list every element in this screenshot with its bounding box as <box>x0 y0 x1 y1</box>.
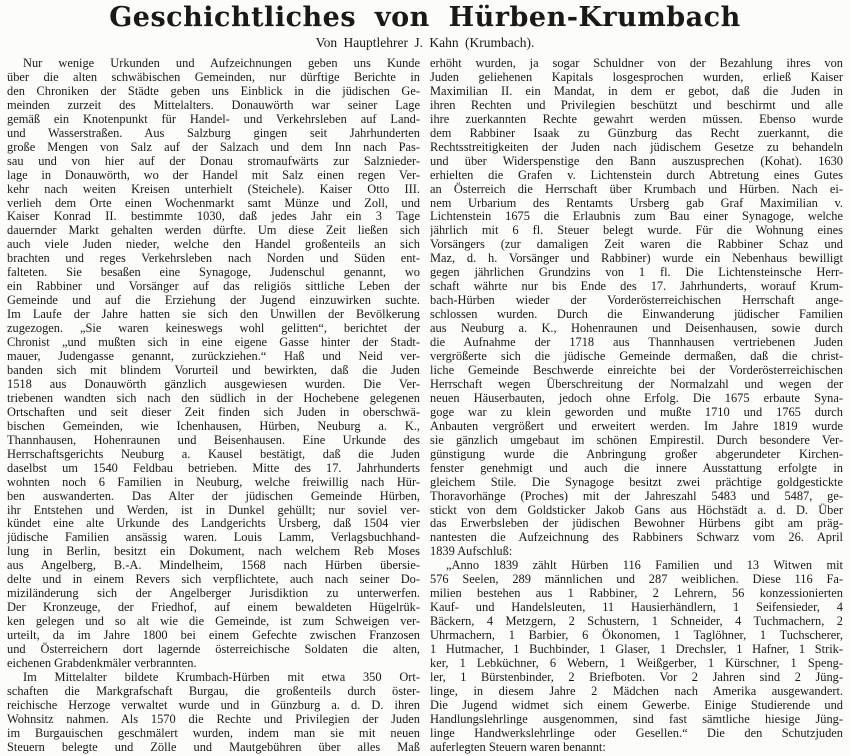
text-line: auch viele Juden nieder, welche den Handel großenteils an sich <box>7 237 420 252</box>
text-line: triebenen wandten sich nach den südlich in der Hochebene gelegenen <box>7 390 420 405</box>
text-line: linge, in diesem Jahre 2 Mädchen nach Amerika ausgewandert. <box>430 683 843 698</box>
text-line: neuen Häuserbauten, jedoch ohne Erfolg. Die 1675 erbaute Syna- <box>430 390 843 405</box>
text-line: Juden geliehenen Kapitals losgesprochen wurden, erließ Kaiser <box>430 69 843 84</box>
text-line: ihren Rechten und Privilegien beschützt und beschirmt und alle <box>430 97 843 112</box>
text-line: und über Widerspenstige den Bann auszusprechen (Kohat). 1630 <box>430 153 843 168</box>
text-column-left <box>7 57 420 756</box>
text-line: günstigung wurde die Anbringung großer abgerundeter Kirchen- <box>430 446 843 461</box>
text-line: große Mengen von Salz auf der Salzach und dem Inn nach Pas- <box>7 139 420 154</box>
text-line: kehr nach weiten Kreisen unterhielt (Steichele). Kaiser Otto III. <box>7 181 420 196</box>
text-line: delte und in einem Revers sich verpflichtete, auch nach seiner Do- <box>7 572 420 587</box>
text-line: Handlungslehrlinge ausgenommen, sind fast sämtliche hiesige Jüng- <box>430 711 843 726</box>
text-line: erhielten die Grafen v. Lichtenstein durch Abtretung eines Gutes <box>430 167 843 182</box>
text-line: Anbauten vergrößert und erweitert werden. Im Jahre 1819 wurde <box>430 418 843 433</box>
text-line: Wohnsitz nahmen. Als 1570 die Rechte und Privilegien der Juden <box>7 711 420 726</box>
text-line: Maz, d. h. Vorsänger und Rabbiner) wurde ein Nebenhaus bewilligt <box>430 251 843 266</box>
text-line: Chronist „und mußten sich in eine eigene Gasse hinter der Stadt- <box>7 335 420 350</box>
text-line: liche Gemeinde Beschwerde einreichte bei der Vorderösterreichischen <box>430 362 843 377</box>
text-line: brachten und reges Verkehrsleben nach Norden und Süden ent- <box>7 251 420 266</box>
text-line: schaft währte nur bis Ende des 17. Jahrhunderts, worauf Krum- <box>430 279 843 294</box>
text-line: urteilt, da im Jahre 1800 bei einem Gefechte zwischen Franzosen <box>7 628 420 643</box>
text-line: Rechtsstreitigkeiten der Juden nach jüdischem Gesetze zu behandeln <box>430 139 843 154</box>
text-line: eichenen Grabdenkmäler verbrannten. <box>7 655 197 670</box>
text-line: Vorsängers (zur damaligen Zeit waren die Rabbiner Schaz und <box>430 237 843 252</box>
paragraph <box>7 57 420 671</box>
text-line: den Chroniken der Städte geben uns Einblick in die jüdischen Ge- <box>7 83 420 98</box>
text-line: Bäckern, 4 Metzgern, 2 Schustern, 1 Schneider, 4 Tuchmachern, 2 <box>430 614 843 629</box>
text-line: gleichem Stile. Die Synagoge besitzt zwei prächtige goldgestickte <box>430 474 843 489</box>
text-line: schaften die Markgrafschaft Burgau, die großenteils durch öster- <box>7 683 420 698</box>
text-line: Nur wenige Urkunden und Aufzeichnungen geben uns Kunde <box>23 57 420 70</box>
text-line: fenster genehmigt und auch die innere Ausstattung erfolgte in <box>430 460 843 475</box>
article-header <box>0 0 850 51</box>
text-line: 576 Seelen, 289 männlichen und 287 weiblichen. Diese 116 Fa- <box>430 572 843 587</box>
text-line: erhöht wurden, ja sogar Schuldner von der Bezahlung ihres von <box>430 57 843 70</box>
text-line: Im Mittelalter bildete Krumbach-Hürben mit etwa 350 Ort- <box>23 669 420 684</box>
text-line: reichische Herzoge verwaltet wurde und in Günzburg a. d. D. ihren <box>7 697 420 712</box>
text-line: im Burgauischen geschmälert wurden, indem man sie mit neuen <box>7 725 420 740</box>
text-line: die Aufnahme der 1718 aus Thannhausen vertriebenen Juden <box>430 335 843 350</box>
text-line: miziländerung sich der Angelberger Jurisdiktion zu unterwerfen. <box>7 586 420 601</box>
paragraph <box>430 559 843 754</box>
text-line: sau und von hier auf der Donau stromaufwärts zur Salznieder- <box>7 153 420 168</box>
text-line: jüdische Familien ansässig waren. Louis Lamm, Verlagsbuchhand- <box>7 530 420 545</box>
text-line: Im Laufe der Jahre hatten sie sich den Unwillen der Bevölkerung <box>7 307 420 322</box>
text-line: ken gelegen und so alt wie die Gemeinde, ist zum Schweigen ver- <box>7 614 420 629</box>
text-line: zugezogen. „Sie waren keineswegs wohl gelitten“, berichtet der <box>7 321 420 336</box>
text-line: dauernder Markt gehalten werden dürfte. Um diese Zeit ließen sich <box>7 223 420 238</box>
text-line: Thoravorhänge (Proches) mit der Jahreszahl 5483 und 5487, ge- <box>430 488 843 503</box>
text-line: kündet eine alte Urkunde des Landgerichts Ursberg, daß 1504 vier <box>7 516 420 531</box>
text-line: 1518 aus Donauwörth gänzlich ausgewiesen wurden. Die Ver- <box>7 376 420 391</box>
text-line: 1839 Aufschluß: <box>430 544 513 559</box>
text-line: 1 Hutmacher, 1 Buchbinder, 1 Glaser, 1 Drechsler, 1 Hafner, 1 Strik- <box>430 642 843 657</box>
paragraph <box>430 57 843 559</box>
text-line: gemäß ein Knotenpunkt für Handel- und Verkehrsleben auf Land- <box>7 111 420 126</box>
text-line: milien bestehen aus 1 Rabbiner, 2 Lehrern, 56 konzessionierten <box>430 586 843 601</box>
text-line: ker, 1 Lebküchner, 6 Webern, 1 Weißgerber, 1 Kürschner, 1 Speng- <box>430 655 843 670</box>
text-line: und Österreichern dort lagernde österreichische Soldaten die alten, <box>7 642 420 657</box>
article-body <box>0 51 850 756</box>
text-column-right <box>430 57 843 756</box>
text-line: ihr Entstehen und Werden, ist in Dunkel gehüllt; nur soviel ver- <box>7 502 420 517</box>
text-line: meinden zurzeit des Mittelalters. Donauwörth war seiner Lage <box>7 97 420 112</box>
text-line: ben auswanderten. Das Alter der jüdischen Gemeinde Hürben, <box>7 488 420 503</box>
text-line: Herrschaftsgerichts Neuburg a. Kausel bestätigt, daß die Juden <box>7 446 420 461</box>
text-line: wohnten noch 6 Familien in Neuburg, welche freiwillig nach Hür- <box>7 474 420 489</box>
text-line: Gemeinde und auf die Erziehung der Jugend einzuwirken suchte. <box>7 293 420 308</box>
text-line: goge war zu klein geworden und mußte 1710 und 1765 durch <box>430 404 843 419</box>
text-line: aus Neuburg a. K., Hohenraunen und Deisenhausen, sowie durch <box>430 321 843 336</box>
paragraph <box>7 671 420 755</box>
text-line: ihre zuerkannten Rechte gewahrt werden müssen. Ebenso wurde <box>430 111 843 126</box>
text-line: Herrschaft wegen Überschreitung der Normalzahl und wegen der <box>430 376 843 391</box>
text-line: Steuern belegte und Zölle und Mautgebühren über alles Maß <box>7 739 420 754</box>
text-line: aus Angelberg, B.-A. Mindelheim, 1568 nach Hürben übersie- <box>7 558 420 573</box>
text-line: linge Handwerkslehrlinge oder Gesellen.“ Die den Schutzjuden <box>430 725 843 740</box>
byline: Von Hauptlehrer J. Kahn (Krumbach). <box>315 35 535 50</box>
text-line: Ortschaften und seit dieser Zeit finden sich Juden in oberschwä- <box>7 404 420 419</box>
text-line: gegen jährlichen Grundzins von 1 fl. Die Lichtensteinsche Herr- <box>430 265 843 280</box>
text-line: mauer, Judengasse genannt, zurückziehen.“ Haß und Neid ver- <box>7 349 420 364</box>
text-line: schlossen wurden. Durch die Einwanderung jüdischer Familien <box>430 307 843 322</box>
text-line: Kaiser Konrad II. bestimmte 1030, daß jedes Jahr ein 3 Tage <box>7 209 420 224</box>
text-line: und Wasserstraßen. Aus Salzburg gingen seit Jahrhunderten <box>7 125 420 140</box>
text-line: „Anno 1839 zählt Hürben 116 Familien und 13 Witwen mit <box>446 558 843 573</box>
text-line: dem Rabbiner Isaak zu Günzburg das Recht zuerkannt, die <box>430 125 843 140</box>
text-line: Uhrmachern, 1 Barbier, 6 Ökonomen, 1 Taglöhner, 1 Tuchscherer, <box>430 628 843 643</box>
text-line: über die alten schwäbischen Gemeinden, nur dürftige Berichte in <box>7 69 420 84</box>
text-line: nem Urbarium des Rentamts Ursberg gab Graf Maximilian v. <box>430 195 843 210</box>
text-line: Die Jugend widmet sich einem Gewerbe. Einige Studierende und <box>430 697 843 712</box>
text-line: verlieh dem Orte einen Wochenmarkt samt Münze und Zoll, und <box>7 195 420 210</box>
text-line: Thannhausen, Hohenraunen und Beisenhausen. Eine Urkunde des <box>7 432 420 447</box>
text-line: bach-Hürben wieder der Vorderösterreichischen Herrschaft ange- <box>430 293 843 308</box>
text-line: banden sich mit blindem Vorurteil und bewirkten, daß die Juden <box>7 362 420 377</box>
text-line: falteten. Sie besaßen eine Synagoge, Judenschul genannt, wo <box>7 265 420 280</box>
text-line: Kauf- und Handelsleuten, 11 Hausierhändlern, 1 Seifensieder, 4 <box>430 600 843 615</box>
text-line: sie gänzlich umgebaut im schönen Empirestil. Durch besondere Ver- <box>430 432 843 447</box>
text-line: an Österreich die Herrschaft über Krumbach und Hürben. Nach ei- <box>430 181 843 196</box>
text-line: jährlich mit 6 fl. Steuer belegt wurde. Für die Wohnung eines <box>430 223 843 238</box>
text-line: lage in Donauwörth, wo der Handel mit Salz einen regen Ver- <box>7 167 420 182</box>
text-line: daselbst um 1540 Feldbau betrieben. Mitte des 17. Jahrhunderts <box>7 460 420 475</box>
text-line: Lichtenstein 1675 die Erlaubnis zum Bau einer Synagoge, welche <box>430 209 843 224</box>
text-line: Der Kronzeuge, der Friedhof, auf einem bewaldeten Hügelrük- <box>7 600 420 615</box>
text-line: nantesten die Aufzeichnung des Rabbiners Schwarz vom 26. April <box>430 530 843 545</box>
text-line: Maximilian II. ein Mandat, in dem er gebot, daß die Juden in <box>430 83 843 98</box>
text-line: bischen Gemeinden, wie Ichenhausen, Hürben, Neuburg a. K., <box>7 418 420 433</box>
text-line: ler, 1 Bürstenbinder, 2 Briefboten. Vor 2 Jahren sind 2 Jüng- <box>430 669 843 684</box>
text-line: vergrößerte sich die jüdische Gemeinde dermaßen, daß die christ- <box>430 349 843 364</box>
text-line: lung in Berlin, besitzt ein Dokument, nach welchem Reb Moses <box>7 544 420 559</box>
text-line: ein Rabbiner und Vorsänger auf das religiös sittliche Leben der <box>7 279 420 294</box>
text-line: auferlegten Steuern waren benannt: <box>430 739 606 754</box>
page-title: Geschichtliches von Hürben-Krumbach <box>109 2 741 33</box>
text-line: stickt von dem Goldsticker Jakob Gans aus Höchstädt a. d. D. Über <box>430 502 843 517</box>
text-line: das Erwerbsleben der jüdischen Bewohner Hürbens gibt am präg- <box>430 516 843 531</box>
